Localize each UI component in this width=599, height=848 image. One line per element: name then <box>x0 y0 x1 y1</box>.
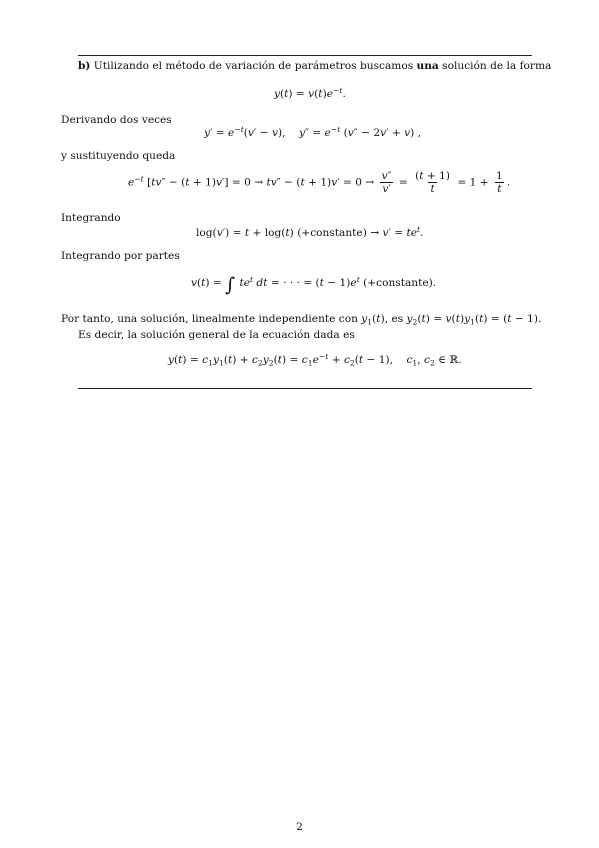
equation-substitution: $e^{-t}$ [tv″ − (t + 1)v′] = 0 → tv″ − (t + 1)v′ = 0 → $\frac{v''}{v'}$ = $\frac{(t + 1)}{t}$ = 1 + $\frac{1}{t}$ . <box>128 170 511 196</box>
bottom-rule <box>78 388 532 389</box>
paragraph-sustituyendo: y sustituyendo queda <box>61 150 176 162</box>
paragraph-integrando: Integrando <box>61 212 121 224</box>
paragraph-es-decir: Es decir, la solución general de la ecuación dada es <box>78 329 355 341</box>
item-label: b) <box>78 60 91 72</box>
equation-integral: v(t) = ∫ $te^t$ dt = · · · = $(t - 1)e^t$ (+constante). <box>191 274 437 296</box>
por-tanto-text-2: , es <box>384 313 404 325</box>
intro-emphasis: una <box>416 60 439 72</box>
equation-log: log(v′) = t + log(t) (+constante) → $v' = te^t$. <box>196 224 424 239</box>
constant-note-2: (+constante) <box>363 277 433 289</box>
top-rule <box>78 55 532 56</box>
intro-text-end: solución de la forma <box>442 60 552 72</box>
page-number: 2 <box>296 821 303 833</box>
equation-ansatz: $y(t) = v(t)e^{-t}$. <box>274 85 346 100</box>
paragraph-derivando: Derivando dos veces <box>61 114 172 126</box>
por-tanto-text: Por tanto, una solución, linealmente independiente con <box>61 313 358 325</box>
paragraph-por-tanto: Por tanto, una solución, linealmente independiente con $y_1(t)$, es $y_2(t) = v(t)y_1(t) = (t - 1)$. <box>61 313 542 327</box>
paragraph-integrando-partes: Integrando por partes <box>61 250 180 262</box>
intro-line <box>78 60 551 73</box>
intro-text: Utilizando el método de variación de parámetros buscamos <box>93 60 414 72</box>
equation-derivatives: $y' = e^{-t}(v' - v)$, $y'' = e^{-t}$ (v″ − 2v′ + v) , <box>204 124 421 139</box>
constant-note: (+constante) <box>297 227 367 239</box>
equation-general-solution: $y(t) = c_1y_1(t) + c_2y_2(t) = c_1e^{-t} + c_2(t - 1)$, $c_1$, $c_2$ ∈ ℝ. <box>168 351 462 368</box>
